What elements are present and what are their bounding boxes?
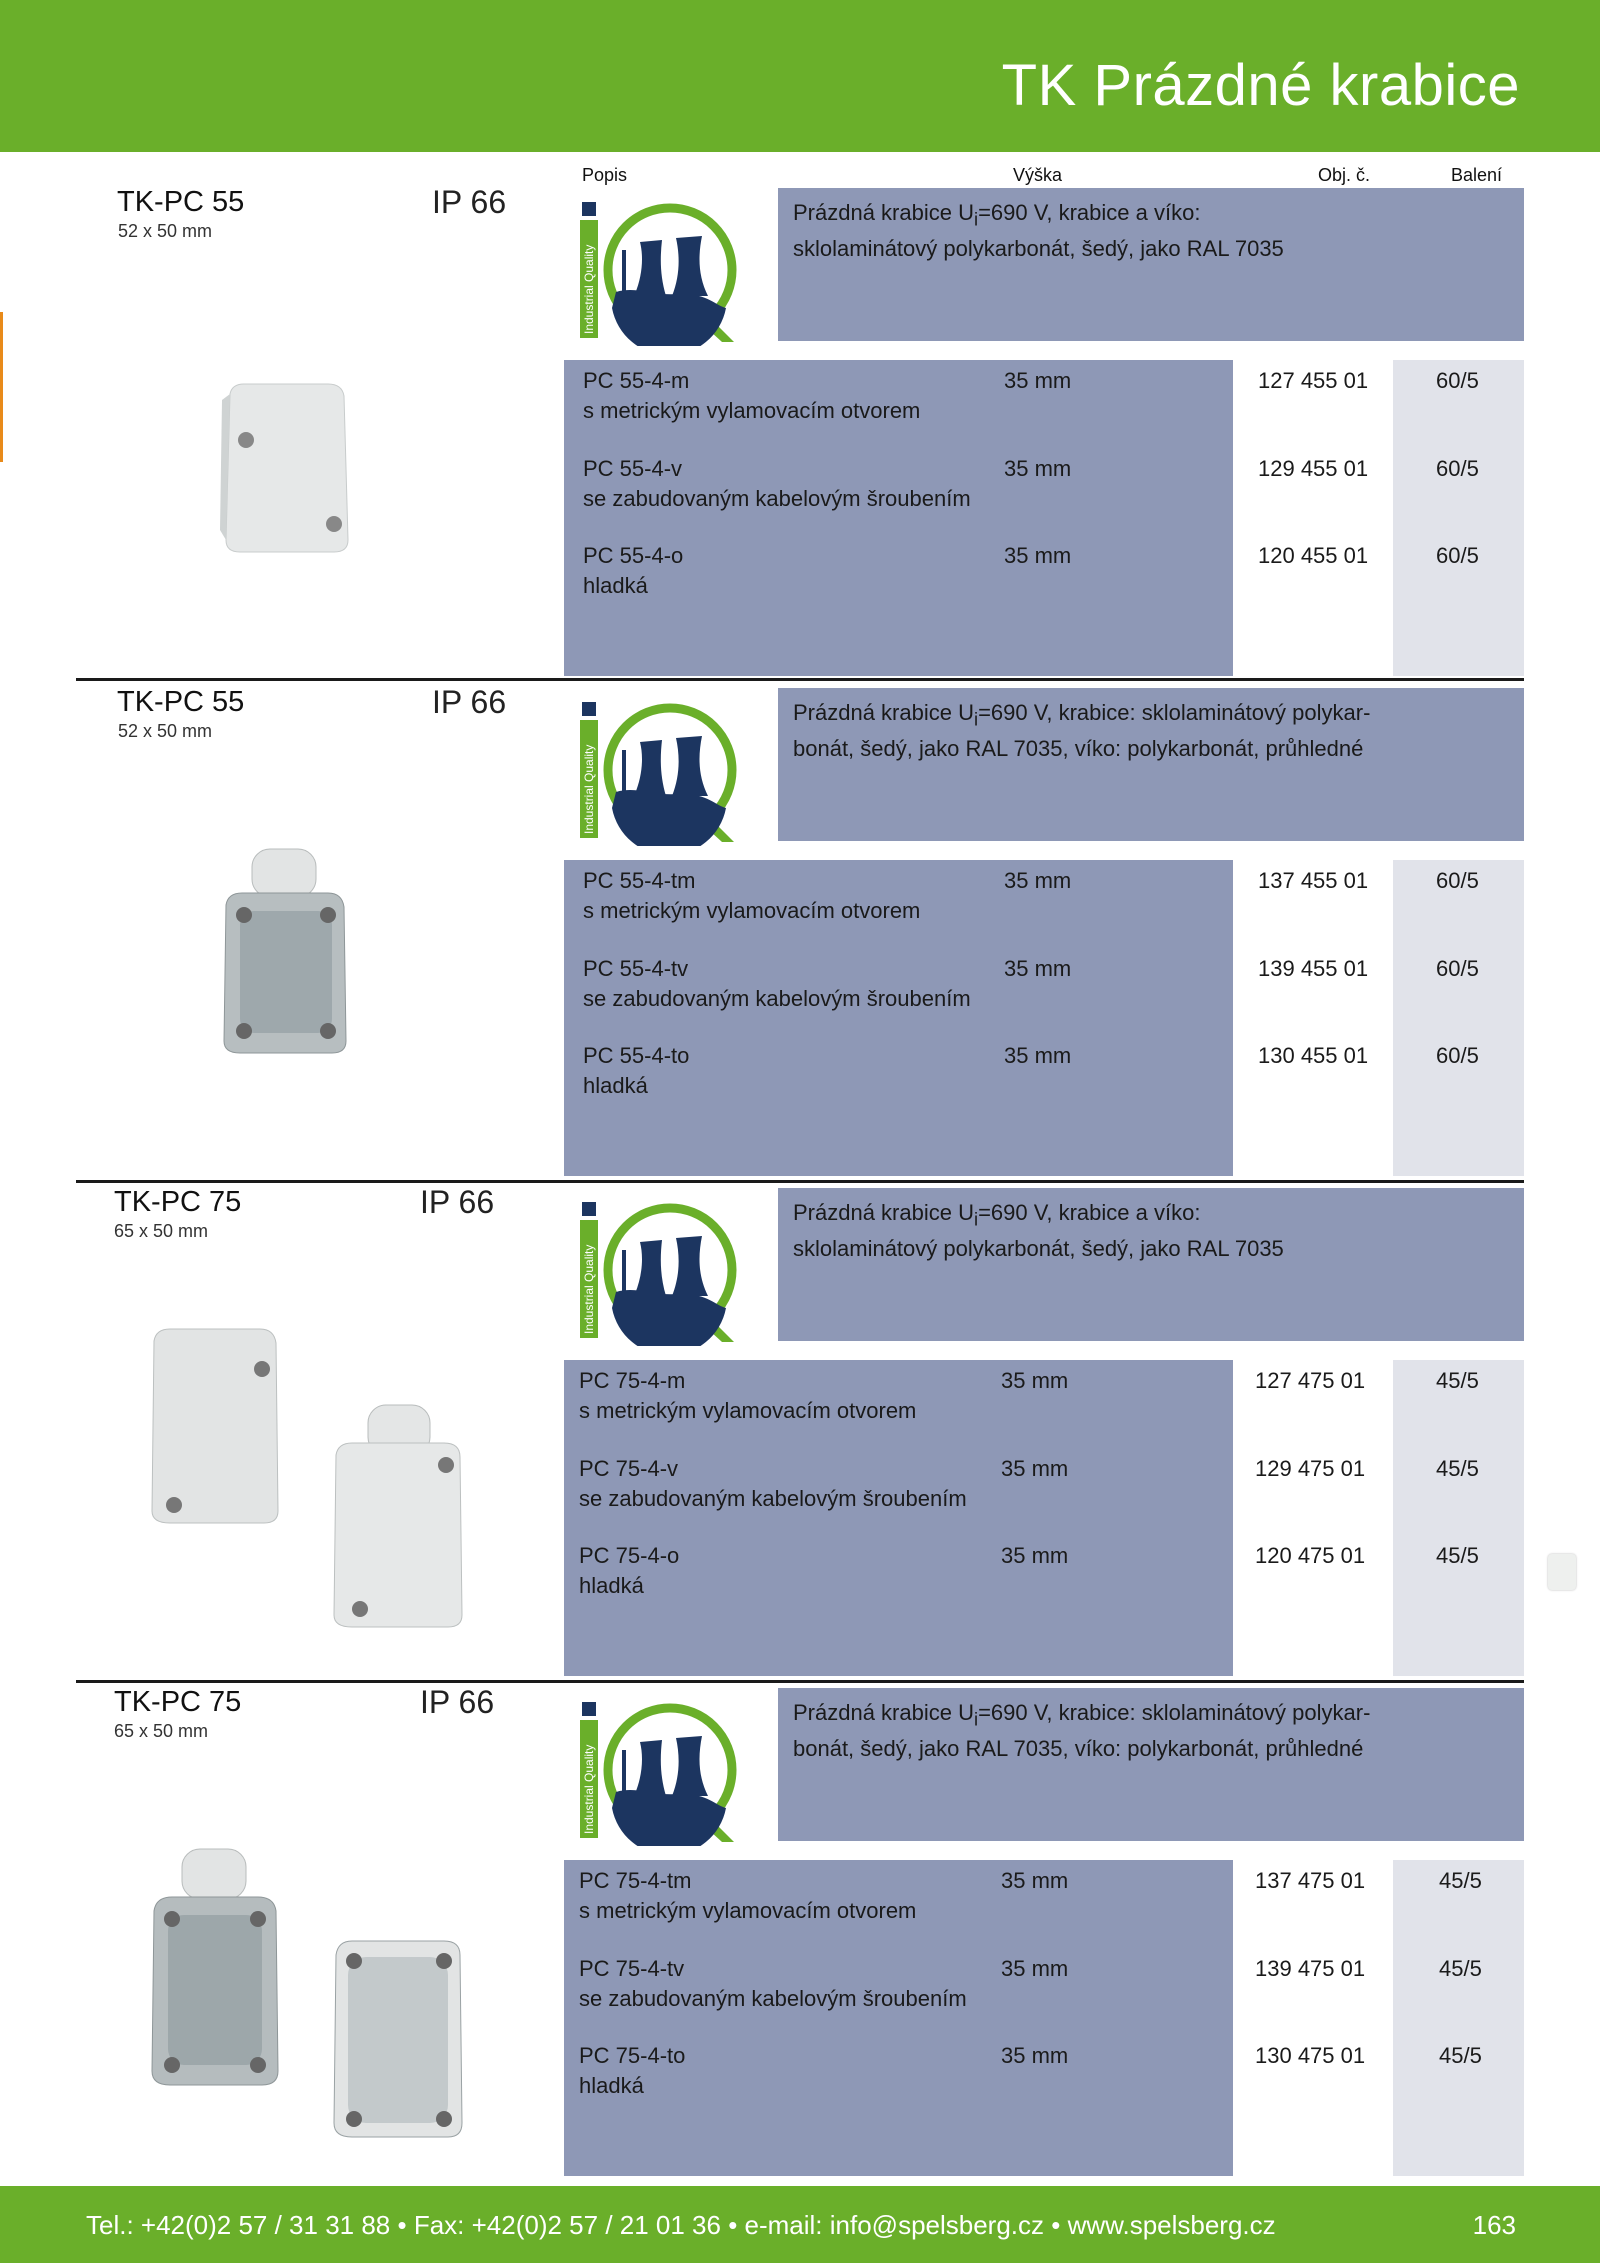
variant-height: 35 mm xyxy=(1001,1956,1069,1981)
ip-rating: IP 66 xyxy=(420,1684,495,1720)
section-divider xyxy=(76,1180,1524,1183)
variant-order-number: 120 455 01 xyxy=(1258,543,1369,568)
product-model: TK-PC 75 xyxy=(114,1686,242,1718)
product-photo xyxy=(140,1845,480,2145)
industrial-quality-logo xyxy=(576,696,742,846)
variant-height: 35 mm xyxy=(1004,1043,1072,1068)
description-box xyxy=(778,688,1524,841)
industrial-quality-logo xyxy=(576,196,742,346)
page-title: TK Prázdné krabice xyxy=(1001,53,1520,118)
variant-order-number: 137 475 01 xyxy=(1255,1868,1366,1893)
description-box xyxy=(778,1188,1524,1341)
variant-order-number: 130 455 01 xyxy=(1258,1043,1369,1068)
variant-code: PC 75-4-v xyxy=(579,1456,679,1481)
variant-order-number: 127 455 01 xyxy=(1258,368,1369,393)
column-header-vyska: Výška xyxy=(1013,165,1063,185)
variant-description: s metrickým vylamovacím otvorem xyxy=(583,898,921,923)
section-divider xyxy=(76,1680,1524,1683)
product-dimensions: 52 x 50 mm xyxy=(118,721,213,741)
variant-packaging: 60/5 xyxy=(1436,543,1479,568)
variant-height: 35 mm xyxy=(1004,868,1072,893)
variant-order-number: 137 455 01 xyxy=(1258,868,1369,893)
description-text: Prázdná krabice $U_i=690$ V, krabice a víko: sklolaminátový polykarbonát, šedý, jako RAL 7035 xyxy=(793,1200,1284,1262)
section-divider xyxy=(76,678,1524,681)
variant-order-number: 130 475 01 xyxy=(1255,2043,1366,2068)
variant-code: PC 75-4-tm xyxy=(579,1868,692,1893)
variant-height: 35 mm xyxy=(1004,456,1072,481)
variant-code: PC 55-4-to xyxy=(583,1043,690,1068)
ip-rating: IP 66 xyxy=(420,1184,495,1220)
variant-description: s metrickým vylamovacím otvorem xyxy=(579,1898,917,1923)
column-header-baleni: Balení xyxy=(1451,165,1503,185)
variant-code: PC 55-4-tm xyxy=(583,868,696,893)
ip-rating: IP 66 xyxy=(432,184,507,220)
product-section xyxy=(0,1500,1600,2098)
variant-description: se zabudovaným kabelovým šroubením xyxy=(579,1486,967,1511)
variant-order-number: 129 455 01 xyxy=(1258,456,1369,481)
variant-code: PC 55-4-o xyxy=(583,543,684,568)
product-dimensions: 52 x 50 mm xyxy=(118,221,213,241)
variant-code: PC 75-4-m xyxy=(579,1368,686,1393)
variant-code: PC 55-4-m xyxy=(583,368,690,393)
variant-order-number: 120 475 01 xyxy=(1255,1543,1366,1568)
logo-label: Industrial Quality xyxy=(582,1244,596,1334)
page-number: 163 xyxy=(1472,2210,1516,2240)
variant-description: hladká xyxy=(579,2073,644,2098)
product-section xyxy=(0,1000,1600,1598)
variant-code: PC 75-4-o xyxy=(579,1543,680,1568)
description-text: Prázdná krabice $U_i=690$ V, krabice: sklolaminátový polykar- bonát, šedý, jako RAL 7035, víko: polykarbonát, průhledné xyxy=(793,1700,1371,1762)
variant-packaging: 45/5 xyxy=(1439,1868,1482,1893)
product-model: TK-PC 75 xyxy=(114,1186,242,1218)
industrial-quality-logo xyxy=(576,1696,742,1846)
logo-label: Industrial Quality xyxy=(582,1744,596,1834)
logo-label: Industrial Quality xyxy=(582,244,596,334)
variant-height: 35 mm xyxy=(1001,1543,1069,1568)
column-header-popis: Popis xyxy=(582,165,628,185)
variant-description: se zabudovaným kabelovým šroubením xyxy=(583,486,971,511)
variant-description: se zabudovaným kabelovým šroubením xyxy=(583,986,971,1011)
side-thumbnail xyxy=(1548,1554,1576,1590)
variant-description: se zabudovaným kabelovým šroubením xyxy=(579,1986,967,2011)
page-footer xyxy=(0,2186,1600,2263)
variant-packaging: 60/5 xyxy=(1436,868,1479,893)
variant-description: hladká xyxy=(583,573,648,598)
column-header-obj: Obj. č. xyxy=(1318,165,1371,185)
description-text: Prázdná krabice $U_i=690$ V, krabice: sklolaminátový polykar- bonát, šedý, jako RAL 7035, víko: polykarbonát, průhledné xyxy=(793,700,1371,762)
variant-height: 35 mm xyxy=(1004,368,1072,393)
variant-height: 35 mm xyxy=(1001,2043,1069,2068)
variant-order-number: 139 475 01 xyxy=(1255,1956,1366,1981)
variant-height: 35 mm xyxy=(1004,543,1072,568)
variant-packaging: 60/5 xyxy=(1436,368,1479,393)
variant-code: PC 55-4-v xyxy=(583,456,683,481)
variant-height: 35 mm xyxy=(1001,1868,1069,1893)
variant-packaging: 45/5 xyxy=(1439,1956,1482,1981)
description-text: Prázdná krabice $U_i=690$ V, krabice a víko: sklolaminátový polykarbonát, šedý, jako RAL 7035 xyxy=(793,200,1284,262)
variant-order-number: 127 475 01 xyxy=(1255,1368,1366,1393)
variant-height: 35 mm xyxy=(1004,956,1072,981)
contact-info: Tel.: +42(0)2 57 / 31 31 88 • Fax: +42(0)2 57 / 21 01 36 • e-mail: info@spelsberg.cz • www.spelsberg.cz xyxy=(86,2210,1276,2240)
variant-packaging: 60/5 xyxy=(1436,456,1479,481)
product-dimensions: 65 x 50 mm xyxy=(114,1221,209,1241)
variant-height: 35 mm xyxy=(1001,1368,1069,1393)
variant-packaging: 45/5 xyxy=(1436,1543,1479,1568)
product-section xyxy=(0,0,1600,598)
variant-description: s metrickým vylamovacím otvorem xyxy=(583,398,921,423)
ip-rating: IP 66 xyxy=(432,684,507,720)
variant-packaging: 45/5 xyxy=(1436,1368,1479,1393)
variant-packaging: 60/5 xyxy=(1436,1043,1479,1068)
product-model: TK-PC 55 xyxy=(117,686,245,718)
variant-code: PC 55-4-tv xyxy=(583,956,689,981)
variant-description: hladká xyxy=(583,1073,648,1098)
variant-code: PC 75-4-to xyxy=(579,2043,686,2068)
description-box xyxy=(778,1688,1524,1841)
variant-order-number: 129 475 01 xyxy=(1255,1456,1366,1481)
variant-packaging: 45/5 xyxy=(1439,2043,1482,2068)
variant-height: 35 mm xyxy=(1001,1456,1069,1481)
variant-packaging: 60/5 xyxy=(1436,956,1479,981)
product-model: TK-PC 55 xyxy=(117,186,245,218)
product-section xyxy=(0,500,1600,1098)
industrial-quality-logo xyxy=(576,1196,742,1346)
logo-label: Industrial Quality xyxy=(582,744,596,834)
variant-packaging: 45/5 xyxy=(1436,1456,1479,1481)
variant-code: PC 75-4-tv xyxy=(579,1956,685,1981)
product-dimensions: 65 x 50 mm xyxy=(114,1721,209,1741)
variant-description: s metrickým vylamovacím otvorem xyxy=(579,1398,917,1423)
variant-order-number: 139 455 01 xyxy=(1258,956,1369,981)
description-box xyxy=(778,188,1524,341)
variant-description: hladká xyxy=(579,1573,644,1598)
